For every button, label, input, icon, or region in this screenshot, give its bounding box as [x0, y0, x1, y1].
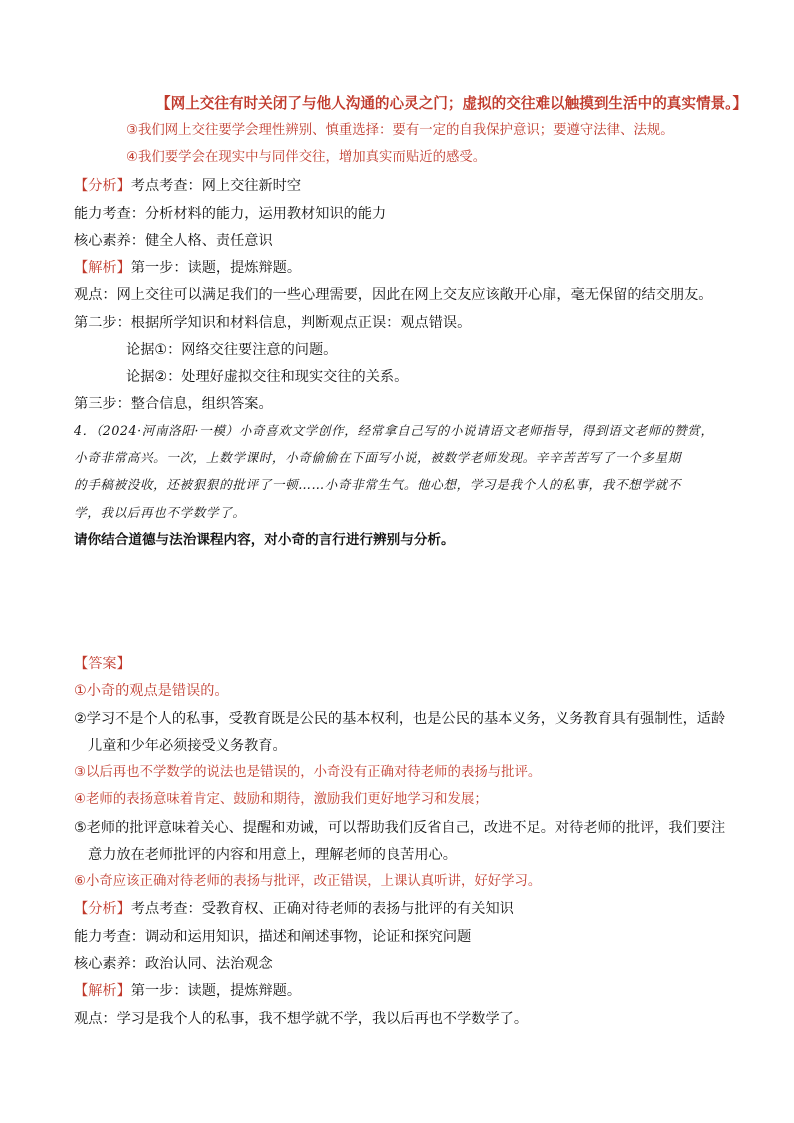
answer-literacy: 核心素养：政治认同、法治观念: [74, 956, 273, 972]
question-4-line3: 的手稿被没收，还被狠狠的批评了一顿……小奇非常生气。他心想，学习是我个人的私事，我不想学就不: [74, 477, 681, 492]
explain-text: 第一步：读题，提炼辩题。: [130, 260, 302, 276]
answer-4: ④老师的表扬意味着肯定、鼓励和期待，激励我们更好地学习和发展；: [74, 792, 488, 807]
explain-tag: 【解析】: [74, 983, 131, 999]
prev-step3: 第三步：整合信息，组织答案。: [74, 396, 273, 412]
answer-3: ③以后再也不学数学的说法也是错误的，小奇没有正确对待老师的表扬与批评。: [74, 765, 542, 780]
answer-ability: 能力考查：调动和运用知识，描述和阐述事物，论证和探究问题: [74, 929, 472, 945]
answer-5-line2: 意力放在老师批评的内容和用意上，理解老师的良苦用心。: [88, 847, 457, 863]
prev-literacy: 核心素养：健全人格、责任意识: [74, 233, 273, 249]
prev-ability: 能力考查：分析材料的能力，运用教材知识的能力: [74, 206, 387, 222]
prev-arg2: 论据②：处理好虚拟交往和现实交往的关系。: [126, 369, 409, 385]
answer-2-line1: ②学习不是个人的私事，受教育既是公民的基本权利，也是公民的基本义务，义务教育具有强制性，适龄: [74, 711, 726, 727]
analysis-tag: 【分析】: [74, 901, 131, 917]
answer-tag: 【答案】: [74, 656, 131, 672]
prev-bullet2-cont: 【网上交往有时关闭了与他人沟通的心灵之门；虚拟的交往难以触摸到生活中的真实情景。】: [156, 95, 748, 112]
prev-analysis: [74, 176, 301, 196]
prev-arg1: 论据①：网络交往要注意的问题。: [126, 342, 338, 358]
answer-6: ⑥小奇应该正确对待老师的表扬与批评，改正错误，上课认真听讲，好好学习。: [74, 874, 542, 889]
answer-analysis: [74, 899, 514, 919]
prev-bullet3: ③我们网上交往要学会理性辨别、慎重选择：要有一定的自我保护意识；要遵守法律、法规。: [126, 123, 674, 138]
answer-viewpoint: 观点：学习是我个人的私事，我不想学就不学，我以后再也不学数学了。: [74, 1011, 529, 1027]
prev-step2: 第二步：根据所学知识和材料信息，判断观点正误：观点错误。: [74, 315, 472, 331]
explain-tag: 【解析】: [74, 260, 131, 276]
prev-bullet4: ④我们要学会在现实中与同伴交往，增加真实而贴近的感受。: [126, 150, 487, 165]
answer-explain: [74, 981, 301, 1001]
answer-2-line2: 儿童和少年必须接受义务教育。: [88, 738, 287, 754]
question-4-line1: 4．（2024·河南洛阳·一模）小奇喜欢文学创作，经常拿自己写的小说请语文老师指导，得到语文老师的赞赏，: [74, 423, 714, 438]
analysis-text: 考点考查：网上交往新时空: [130, 178, 302, 194]
question-4-line4: 学，我以后再也不学数学了。: [74, 505, 246, 520]
answer-5-line1: ⑤老师的批评意味着关心、提醒和劝诫，可以帮助我们反省自己，改进不足。对待老师的批评，我们要注: [74, 820, 726, 836]
question-4-prompt: 请你结合道德与法治课程内容，对小奇的言行进行辨别与分析。: [74, 532, 455, 548]
prev-viewpoint: 观点：网上交往可以满足我们的一些心理需要，因此在网上交友应该敞开心扉，毫无保留的结交朋友。: [74, 287, 713, 303]
question-4-line2: 小奇非常高兴。一次，上数学课时，小奇偷偷在下面写小说，被数学老师发现。辛辛苦苦写了一个多星期: [74, 450, 681, 465]
explain-text: 第一步：读题，提炼辩题。: [130, 983, 302, 999]
analysis-tag: 【分析】: [74, 178, 131, 194]
answer-1: ①小奇的观点是错误的。: [74, 683, 229, 699]
analysis-text: 考点考查：受教育权、正确对待老师的表扬与批评的有关知识: [130, 901, 514, 917]
prev-explain: [74, 258, 301, 278]
